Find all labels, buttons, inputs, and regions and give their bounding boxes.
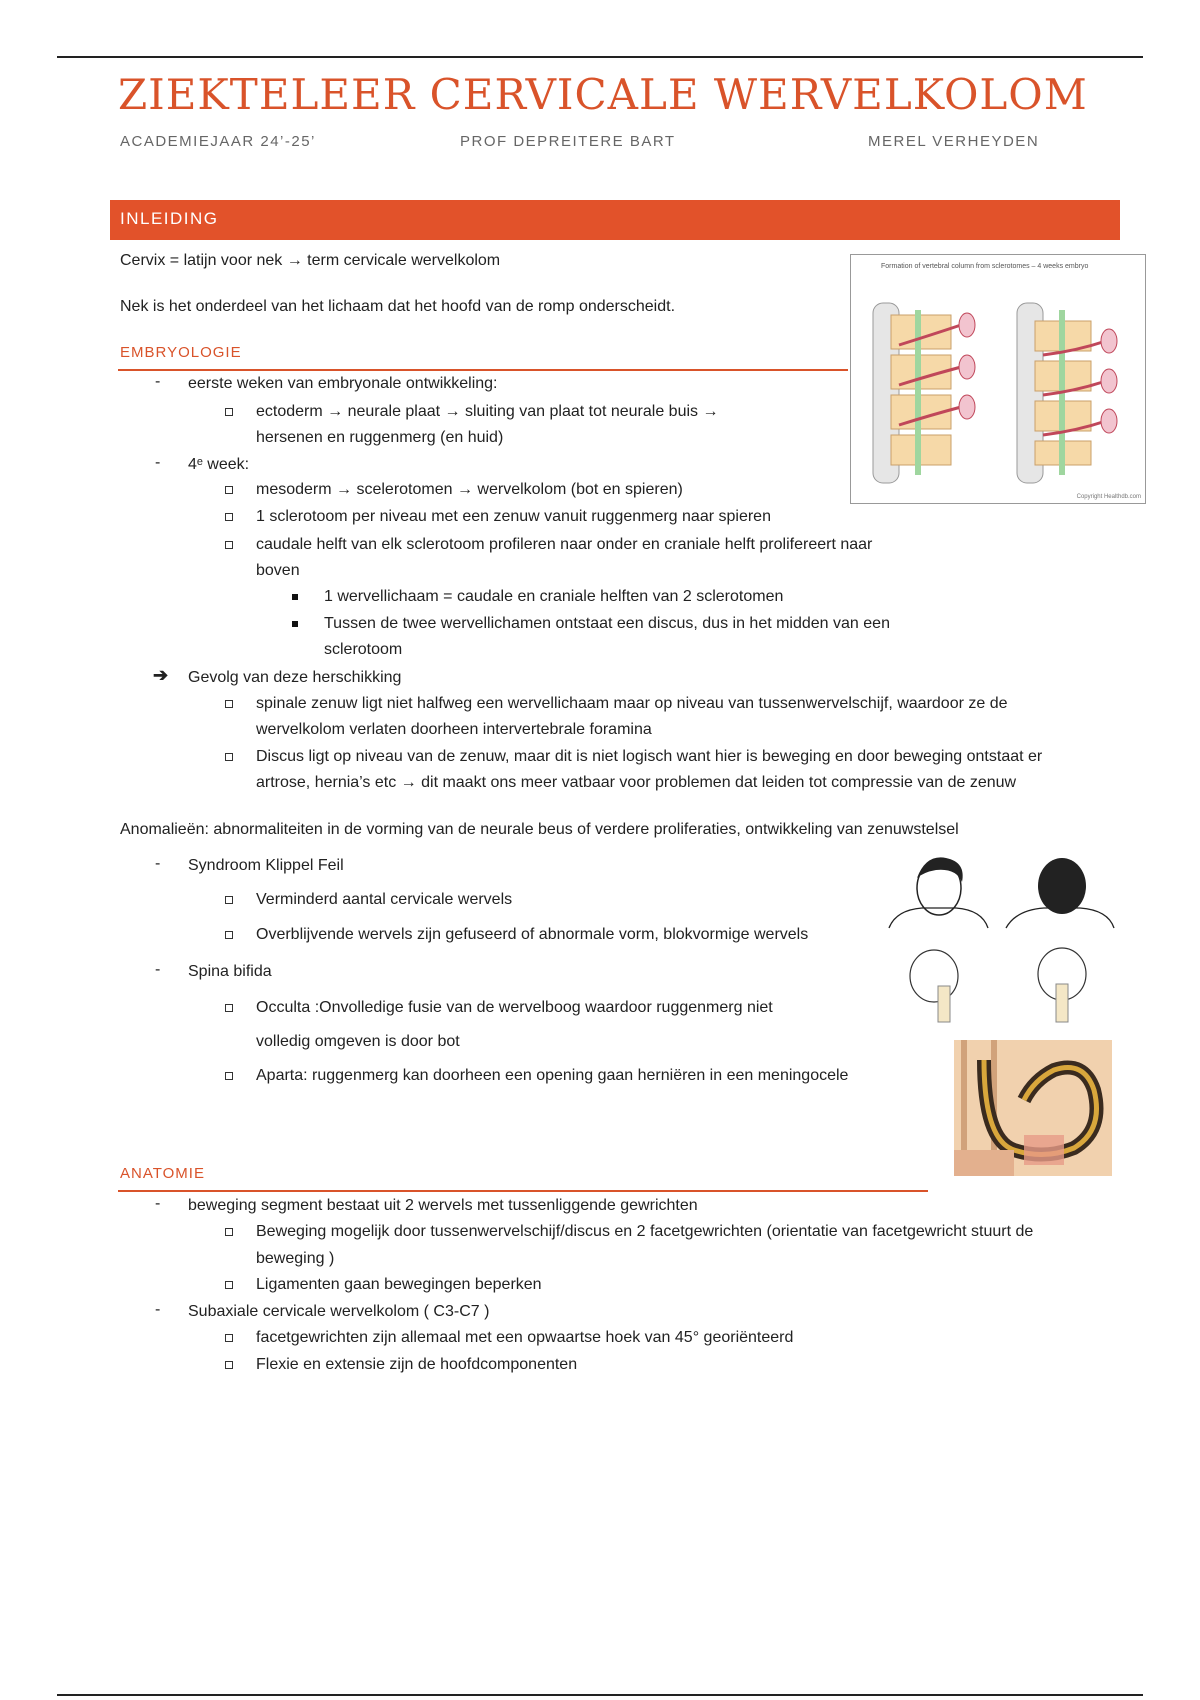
list-item: Tussen de twee wervellichamen ontstaat een discus, dus in het midden van een [324,615,890,632]
paragraph: Nek is het onderdeel van het lichaam dat het hoofd van de romp onderscheidt. [120,298,676,315]
bullet-box [225,1228,233,1236]
bullet-box [225,1334,233,1342]
list-item: volledig omgeven is door bot [256,1033,460,1050]
bullet-dash: - [155,855,161,872]
list-item: artrose, hernia’s etc → dit maakt ons meer vatbaar voor problemen dat leiden tot compressie van de zenuw [256,774,1017,791]
bullet-box [225,896,233,904]
list-item: mesoderm → scelerotomen → wervelkolom (bot en spieren) [256,481,683,498]
list-item: beweging ) [256,1250,335,1267]
bullet-box [225,486,233,494]
list-item: facetgewrichten zijn allemaal met een opwaartse hoek van 45° georiënteerd [256,1329,794,1346]
subsection-rule [118,369,848,371]
list-item: beweging segment bestaat uit 2 wervels met tussenliggende gewrichten [188,1197,698,1214]
bullet-box [225,1004,233,1012]
section-heading: INLEIDING [120,209,219,228]
list-item: ectoderm → neurale plaat → sluiting van plaat tot neurale buis → [256,403,719,420]
klippel-feil-illustration [886,848,1116,1028]
list-item: Gevolg van deze herschikking [188,669,402,686]
bullet-dash: - [155,961,161,978]
list-item: 1 sclerotoom per niveau met een zenuw vanuit ruggenmerg naar spieren [256,508,771,525]
spina-bifida-icon [954,1040,1112,1176]
bullet-box [225,700,233,708]
bottom-rule [57,1694,1143,1696]
author: MEREL VERHEYDEN [868,133,1040,150]
meningocele-illustration [954,1040,1112,1176]
bullet-dash: - [155,373,161,390]
list-item: Syndroom Klippel Feil [188,857,344,874]
section-banner-inleiding [110,200,1120,240]
head-neck-icon [886,848,1116,1028]
vertebra-formation-icon [851,255,1145,503]
list-item: 4ᵉ week: [188,456,250,473]
list-item: spinale zenuw ligt niet halfweg een wervellichaam maar op niveau van tussenwervelschijf, waardoor ze de [256,695,1008,712]
paragraph: Cervix = latijn voor nek → term cervicale wervelkolom [120,252,501,269]
bullet-dash: - [155,1195,161,1212]
bullet-box [225,1361,233,1369]
bullet-box [225,408,233,416]
list-item: Ligamenten gaan bewegingen beperken [256,1276,542,1293]
academic-year: ACADEMIEJAAR 24’-25’ [120,133,316,150]
paragraph: Anomalieën: abnormaliteiten in de vorming van de neurale beus of verdere proliferaties, ontwikkeling van zenuwstelsel [120,821,959,838]
list-item: sclerotoom [324,641,403,658]
list-item: Discus ligt op niveau van de zenuw, maar dit is niet logisch want hier is beweging en door beweging ontstaat er [256,748,1043,765]
figure-copyright: Copyright Healthdb.com [1076,494,1141,500]
bullet-square [292,621,298,627]
document-title: ZIEKTELEER CERVICALE WERVELKOLOM [118,70,1088,119]
list-item: 1 wervellichaam = caudale en craniale helften van 2 sclerotomen [324,588,784,605]
professor: PROF DEPREITERE BART [460,133,676,150]
bullet-box [225,753,233,761]
list-item: Subaxiale cervicale wervelkolom ( C3-C7 ) [188,1303,490,1320]
bullet-box [225,931,233,939]
list-item: Spina bifida [188,963,272,980]
list-item: Beweging mogelijk door tussenwervelschijf/discus en 2 facetgewrichten (orientatie van facetgewricht stuurt de [256,1223,1034,1240]
list-item: Occulta :Onvolledige fusie van de wervelboog waardoor ruggenmerg niet [256,999,773,1016]
list-item: Aparta: ruggenmerg kan doorheen een opening gaan herniëren in een meningocele [256,1067,849,1084]
list-item: Overblijvende wervels zijn gefuseerd of abnormale vorm, blokvormige wervels [256,926,809,943]
figure-caption: Formation of vertebral column from sclerotomes – 4 weeks embryo [881,263,1089,270]
bullet-box [225,541,233,549]
list-item: hersenen en ruggenmerg (en huid) [256,429,504,446]
bullet-dash: - [155,454,161,471]
top-rule [57,56,1143,58]
list-item: boven [256,562,300,579]
subsection-rule [118,1190,928,1192]
bullet-square [292,594,298,600]
list-item: Verminderd aantal cervicale wervels [256,891,513,908]
list-item: wervelkolom verlaten doorheen intervertebrale foramina [256,721,652,738]
subsection-heading-embryologie: EMBRYOLOGIE [120,344,242,361]
bullet-box [225,513,233,521]
sclerotome-figure [850,254,1146,504]
arrow-bullet-icon: ➔ [153,665,169,685]
list-item: caudale helft van elk sclerotoom profileren naar onder en craniale helft prolifereert naar [256,536,873,553]
bullet-box [225,1072,233,1080]
list-item: eerste weken van embryonale ontwikkeling: [188,375,498,392]
bullet-dash: - [155,1301,161,1318]
subsection-heading-anatomie: ANATOMIE [120,1165,205,1182]
bullet-box [225,1281,233,1289]
list-item: Flexie en extensie zijn de hoofdcomponenten [256,1356,578,1373]
